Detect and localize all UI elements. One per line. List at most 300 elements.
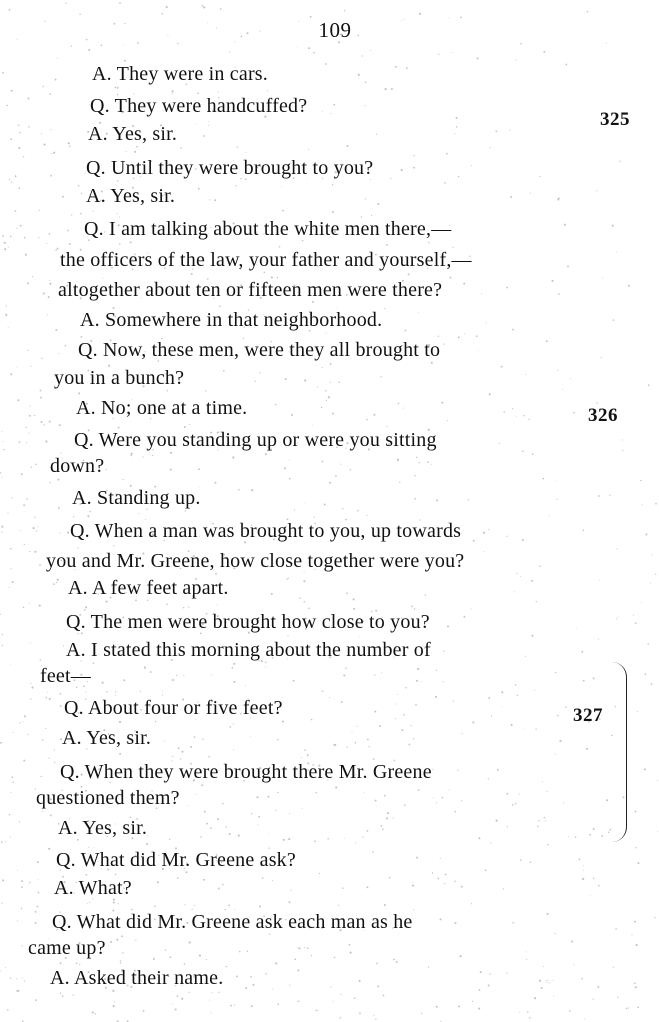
speckle-dot xyxy=(308,607,310,609)
margin-line-number: 325 xyxy=(600,109,630,130)
speckle-dot xyxy=(10,792,11,793)
speckle-dot xyxy=(39,390,41,392)
speckle-dot xyxy=(2,634,3,635)
speckle-dot xyxy=(418,312,419,313)
speckle-dot xyxy=(153,958,155,960)
speckle-dot xyxy=(170,452,172,454)
speckle-dot xyxy=(655,503,657,505)
speckle-dot xyxy=(361,55,362,56)
speckle-dot xyxy=(89,902,90,903)
speckle-dot xyxy=(59,532,60,533)
speckle-dot xyxy=(152,455,153,456)
speckle-dot xyxy=(333,1001,334,1002)
speckle-dot xyxy=(194,736,196,738)
speckle-dot xyxy=(215,482,217,484)
speckle-dot xyxy=(636,944,638,946)
speckle-dot xyxy=(431,362,433,364)
speckle-dot xyxy=(269,834,270,835)
speckle-dot xyxy=(69,146,71,148)
speckle-dot xyxy=(395,718,396,719)
speckle-dot xyxy=(211,675,212,676)
speckle-dot xyxy=(522,539,524,541)
speckle-dot xyxy=(137,42,139,44)
speckle-dot xyxy=(308,47,310,49)
speckle-dot xyxy=(566,64,568,66)
speckle-dot xyxy=(188,805,189,806)
speckle-dot xyxy=(166,604,167,605)
speckle-dot xyxy=(265,667,266,668)
speckle-dot xyxy=(557,715,559,717)
speckle-dot xyxy=(32,276,33,277)
speckle-dot xyxy=(461,800,462,801)
speckle-dot xyxy=(11,181,12,182)
speckle-dot xyxy=(330,363,332,365)
speckle-dot xyxy=(655,574,656,575)
speckle-dot xyxy=(340,464,341,465)
speckle-dot xyxy=(404,19,405,20)
speckle-dot xyxy=(31,467,32,468)
speckle-dot xyxy=(413,738,414,739)
speckle-dot xyxy=(117,87,119,89)
speckle-dot xyxy=(287,635,288,636)
speckle-dot xyxy=(223,370,225,372)
speckle-dot xyxy=(322,461,324,463)
transcript-line: Q. What did Mr. Greene ask? xyxy=(56,849,296,871)
speckle-dot xyxy=(619,161,620,162)
speckle-dot xyxy=(63,645,64,646)
speckle-dot xyxy=(41,358,42,359)
speckle-dot xyxy=(559,740,561,742)
speckle-dot xyxy=(379,725,381,727)
speckle-dot xyxy=(9,9,11,11)
speckle-dot xyxy=(546,982,547,983)
speckle-dot xyxy=(286,578,287,579)
speckle-dot xyxy=(162,690,163,691)
speckle-dot xyxy=(470,608,471,609)
speckle-dot xyxy=(239,951,240,952)
speckle-dot xyxy=(68,142,70,144)
speckle-dot xyxy=(10,978,11,979)
speckle-dot xyxy=(601,357,602,358)
speckle-dot xyxy=(21,908,22,909)
speckle-dot xyxy=(222,884,224,886)
speckle-dot xyxy=(55,249,56,250)
speckle-dot xyxy=(377,985,379,987)
speckle-dot xyxy=(219,305,221,307)
speckle-dot xyxy=(277,792,278,793)
speckle-dot xyxy=(543,966,544,967)
speckle-dot xyxy=(216,604,217,605)
speckle-dot xyxy=(555,933,556,934)
speckle-dot xyxy=(581,978,583,980)
speckle-dot xyxy=(386,817,388,819)
speckle-dot xyxy=(454,922,456,924)
speckle-dot xyxy=(251,1005,253,1007)
speckle-dot xyxy=(65,3,66,4)
speckle-dot xyxy=(140,691,141,692)
speckle-dot xyxy=(60,705,62,707)
transcript-line: Q. When they were brought there Mr. Greene xyxy=(60,761,432,783)
speckle-dot xyxy=(386,426,387,427)
speckle-dot xyxy=(622,450,623,451)
speckle-dot xyxy=(100,44,102,46)
speckle-dot xyxy=(245,987,247,989)
speckle-dot xyxy=(650,583,651,584)
speckle-dot xyxy=(181,751,183,753)
speckle-dot xyxy=(357,510,359,512)
speckle-dot xyxy=(120,962,121,963)
speckle-dot xyxy=(420,681,421,682)
speckle-dot xyxy=(635,986,637,988)
speckle-dot xyxy=(76,963,78,965)
speckle-dot xyxy=(191,273,193,275)
speckle-dot xyxy=(49,421,51,423)
speckle-dot xyxy=(558,197,560,199)
speckle-dot xyxy=(350,952,352,954)
speckle-dot xyxy=(438,336,439,337)
speckle-dot xyxy=(183,675,184,676)
speckle-dot xyxy=(593,828,595,830)
speckle-dot xyxy=(321,407,322,408)
speckle-dot xyxy=(545,820,546,821)
speckle-dot xyxy=(485,869,487,871)
speckle-dot xyxy=(123,44,124,45)
speckle-dot xyxy=(523,415,524,416)
speckle-dot xyxy=(303,580,305,582)
speckle-dot xyxy=(54,762,55,763)
speckle-dot xyxy=(369,746,370,747)
speckle-dot xyxy=(352,732,353,733)
speckle-dot xyxy=(445,874,447,876)
speckle-dot xyxy=(397,461,398,462)
speckle-dot xyxy=(472,1001,473,1002)
speckle-dot xyxy=(42,739,43,740)
speckle-dot xyxy=(374,675,375,676)
speckle-dot xyxy=(233,663,235,665)
speckle-dot xyxy=(483,532,485,534)
speckle-dot xyxy=(11,776,13,778)
speckle-dot xyxy=(250,736,251,737)
speckle-dot xyxy=(535,728,536,729)
speckle-dot xyxy=(546,980,547,981)
speckle-dot xyxy=(301,757,302,758)
speckle-dot xyxy=(615,928,617,930)
transcript-line: A. Standing up. xyxy=(72,487,201,509)
speckle-dot xyxy=(304,379,306,381)
speckle-dot xyxy=(597,986,599,988)
speckle-dot xyxy=(317,387,318,388)
speckle-dot xyxy=(463,616,465,618)
speckle-dot xyxy=(355,742,357,744)
speckle-dot xyxy=(598,495,600,497)
speckle-dot xyxy=(30,643,31,644)
speckle-dot xyxy=(489,393,491,395)
speckle-dot xyxy=(459,955,461,957)
speckle-dot xyxy=(330,382,331,383)
speckle-dot xyxy=(117,213,118,214)
speckle-dot xyxy=(115,691,116,692)
speckle-dot xyxy=(330,113,331,114)
speckle-dot xyxy=(172,679,174,681)
speckle-dot xyxy=(542,781,543,782)
transcript-line: Q. They were handcuffed? xyxy=(90,95,308,117)
speckle-dot xyxy=(54,749,55,750)
speckle-dot xyxy=(322,690,324,692)
speckle-dot xyxy=(30,698,31,699)
speckle-dot xyxy=(42,86,43,87)
speckle-dot xyxy=(609,494,610,495)
speckle-dot xyxy=(147,835,148,836)
speckle-dot xyxy=(49,233,51,235)
speckle-dot xyxy=(582,878,584,880)
speckle-dot xyxy=(9,179,10,180)
speckle-dot xyxy=(339,1019,340,1020)
speckle-dot xyxy=(332,413,334,415)
speckle-dot xyxy=(377,806,378,807)
speckle-dot xyxy=(245,152,246,153)
speckle-dot xyxy=(119,721,121,723)
speckle-dot xyxy=(236,975,238,977)
speckle-dot xyxy=(464,334,465,335)
speckle-dot xyxy=(282,720,284,722)
speckle-dot xyxy=(438,54,439,55)
speckle-dot xyxy=(583,865,584,866)
speckle-dot xyxy=(652,554,653,555)
speckle-dot xyxy=(85,606,87,608)
speckle-dot xyxy=(251,489,253,491)
speckle-dot xyxy=(598,639,599,640)
speckle-dot xyxy=(131,455,133,457)
speckle-dot xyxy=(289,901,291,903)
speckle-dot xyxy=(105,469,106,470)
speckle-dot xyxy=(458,1006,460,1008)
speckle-dot xyxy=(113,1005,115,1007)
speckle-dot xyxy=(17,399,19,401)
speckle-dot xyxy=(481,293,482,294)
speckle-dot xyxy=(471,165,472,166)
speckle-dot xyxy=(122,952,123,953)
speckle-dot xyxy=(440,858,441,859)
margin-line-number: 327 xyxy=(573,705,603,726)
speckle-dot xyxy=(520,859,522,861)
speckle-dot xyxy=(644,768,646,770)
speckle-dot xyxy=(364,105,365,106)
speckle-dot xyxy=(510,196,512,198)
speckle-dot xyxy=(73,516,74,517)
speckle-dot xyxy=(406,67,408,69)
speckle-dot xyxy=(230,1005,232,1007)
speckle-dot xyxy=(17,920,18,921)
speckle-dot xyxy=(131,453,133,455)
speckle-dot xyxy=(376,963,378,965)
speckle-dot xyxy=(201,784,203,786)
speckle-dot xyxy=(527,1011,529,1013)
speckle-dot xyxy=(53,583,55,585)
speckle-dot xyxy=(189,941,191,943)
speckle-dot xyxy=(616,251,617,252)
speckle-dot xyxy=(346,145,348,147)
speckle-dot xyxy=(35,999,37,1001)
speckle-dot xyxy=(453,701,454,702)
speckle-dot xyxy=(164,741,165,742)
speckle-dot xyxy=(16,990,18,992)
speckle-dot xyxy=(557,198,559,200)
speckle-dot xyxy=(29,415,31,417)
speckle-dot xyxy=(549,983,550,984)
transcript-line: A. They were in cars. xyxy=(92,63,268,85)
speckle-dot xyxy=(491,715,492,716)
speckle-dot xyxy=(645,673,647,675)
speckle-dot xyxy=(307,947,309,949)
speckle-dot xyxy=(67,230,69,232)
speckle-dot xyxy=(238,489,240,491)
speckle-dot xyxy=(172,756,173,757)
speckle-dot xyxy=(538,820,539,821)
speckle-dot xyxy=(501,691,503,693)
speckle-dot xyxy=(203,6,205,8)
speckle-dot xyxy=(40,659,41,660)
speckle-dot xyxy=(258,816,260,818)
speckle-dot xyxy=(511,724,513,726)
speckle-dot xyxy=(172,90,174,92)
speckle-dot xyxy=(35,911,37,913)
speckle-dot xyxy=(507,973,508,974)
speckle-dot xyxy=(401,20,402,21)
speckle-dot xyxy=(325,333,326,334)
speckle-dot xyxy=(546,340,548,342)
speckle-dot xyxy=(55,329,57,331)
speckle-dot xyxy=(382,829,384,831)
speckle-dot xyxy=(479,989,481,991)
speckle-dot xyxy=(123,679,125,681)
speckle-dot xyxy=(15,175,17,177)
speckle-dot xyxy=(380,825,382,827)
speckle-dot xyxy=(428,242,430,244)
speckle-dot xyxy=(308,149,309,150)
speckle-dot xyxy=(48,757,49,758)
speckle-dot xyxy=(405,687,407,689)
speckle-dot xyxy=(46,243,47,244)
speckle-dot xyxy=(583,529,585,531)
speckle-dot xyxy=(8,587,9,588)
speckle-dot xyxy=(408,273,410,275)
speckle-dot xyxy=(275,962,277,964)
speckle-dot xyxy=(534,997,536,999)
speckle-dot xyxy=(71,214,72,215)
speckle-dot xyxy=(457,770,458,771)
speckle-dot xyxy=(509,130,510,131)
speckle-dot xyxy=(322,367,323,368)
speckle-dot xyxy=(51,129,52,130)
speckle-dot xyxy=(367,739,369,741)
speckle-dot xyxy=(341,701,343,703)
speckle-dot xyxy=(177,877,179,879)
speckle-dot xyxy=(628,1007,629,1008)
speckle-dot xyxy=(45,728,46,729)
speckle-dot xyxy=(19,722,20,723)
speckle-dot xyxy=(28,98,30,100)
speckle-dot xyxy=(80,213,81,214)
speckle-dot xyxy=(375,800,377,802)
speckle-dot xyxy=(24,237,26,239)
speckle-dot xyxy=(250,976,252,978)
speckle-dot xyxy=(485,323,486,324)
speckle-dot xyxy=(265,973,267,975)
speckle-dot xyxy=(612,225,614,227)
speckle-dot xyxy=(1,526,3,528)
speckle-dot xyxy=(626,1008,628,1010)
speckle-dot xyxy=(202,738,203,739)
speckle-dot xyxy=(359,980,361,982)
speckle-dot xyxy=(501,366,503,368)
speckle-dot xyxy=(58,353,59,354)
speckle-dot xyxy=(377,203,379,205)
speckle-dot xyxy=(456,117,458,119)
speckle-dot xyxy=(87,515,89,517)
speckle-dot xyxy=(318,1010,319,1011)
speckle-dot xyxy=(553,980,554,981)
speckle-dot xyxy=(24,715,26,717)
speckle-dot xyxy=(340,994,341,995)
speckle-dot xyxy=(384,308,385,309)
speckle-dot xyxy=(58,507,60,509)
speckle-dot xyxy=(565,707,566,708)
speckle-dot xyxy=(390,178,391,179)
speckle-dot xyxy=(589,834,591,836)
speckle-dot xyxy=(436,1006,438,1008)
speckle-dot xyxy=(311,955,312,956)
speckle-dot xyxy=(241,36,243,38)
speckle-dot xyxy=(27,350,28,351)
speckle-dot xyxy=(138,513,139,514)
speckle-dot xyxy=(367,515,368,516)
speckle-dot xyxy=(106,691,107,692)
speckle-dot xyxy=(431,464,432,465)
speckle-dot xyxy=(303,601,304,602)
speckle-dot xyxy=(16,978,17,979)
speckle-dot xyxy=(8,327,9,328)
speckle-dot xyxy=(444,182,446,184)
speckle-dot xyxy=(210,827,212,829)
speckle-dot xyxy=(503,411,505,413)
speckle-dot xyxy=(183,607,184,608)
speckle-dot xyxy=(376,134,377,135)
speckle-dot xyxy=(365,198,366,199)
speckle-dot xyxy=(478,837,480,839)
speckle-dot xyxy=(449,789,450,790)
transcript-line: feet— xyxy=(40,665,91,687)
speckle-dot xyxy=(150,671,152,673)
speckle-dot xyxy=(298,947,300,949)
speckle-dot xyxy=(45,440,47,442)
speckle-dot xyxy=(490,842,491,843)
speckle-dot xyxy=(549,515,550,516)
speckle-dot xyxy=(37,526,38,527)
speckle-dot xyxy=(233,750,234,751)
speckle-dot xyxy=(413,167,415,169)
transcript-line: A. A few feet apart. xyxy=(68,577,229,599)
speckle-dot xyxy=(42,811,43,812)
speckle-dot xyxy=(210,1012,211,1013)
speckle-dot xyxy=(5,841,6,842)
speckle-dot xyxy=(165,949,166,950)
speckle-dot xyxy=(375,1019,376,1020)
speckle-dot xyxy=(231,667,233,669)
speckle-dot xyxy=(69,243,71,245)
speckle-dot xyxy=(38,892,40,894)
speckle-dot xyxy=(62,995,64,997)
speckle-dot xyxy=(39,564,41,566)
